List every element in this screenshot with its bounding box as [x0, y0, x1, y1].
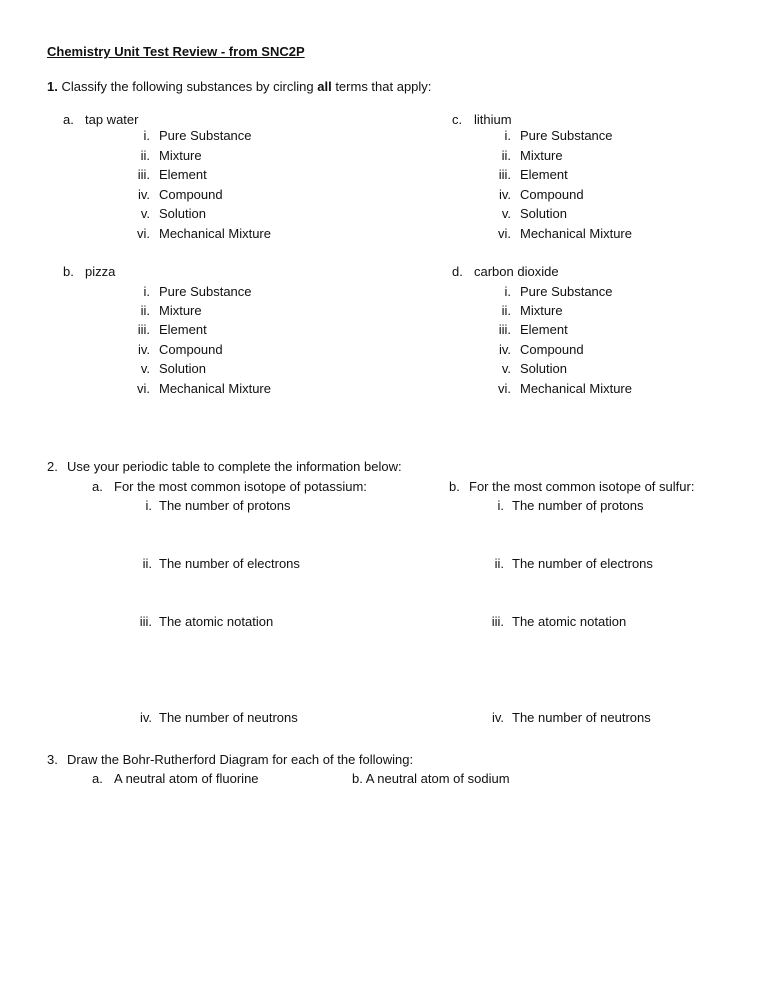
- q1b-numeral-1: i.: [143, 284, 150, 299]
- q1b-option-2[interactable]: Mixture: [159, 303, 202, 318]
- q1c-option-5[interactable]: Solution: [520, 206, 567, 221]
- q1d-option-5[interactable]: Solution: [520, 361, 567, 376]
- q1c-option-4[interactable]: Compound: [520, 187, 584, 202]
- q1d-numeral-2: ii.: [501, 303, 511, 318]
- q1b-label: pizza: [85, 264, 116, 279]
- q1b-letter: b.: [63, 264, 74, 279]
- q1b-option-3[interactable]: Element: [159, 322, 207, 337]
- question-2-text: Use your periodic table to complete the information below:: [67, 459, 402, 474]
- q1c-numeral-5: v.: [501, 206, 511, 221]
- question-1-text-before: Classify the following substances by circling: [57, 79, 318, 94]
- q2b-item-3: The atomic notation: [512, 614, 627, 629]
- q1d-option-3[interactable]: Element: [520, 322, 568, 337]
- q2a-item-3: The atomic notation: [159, 614, 274, 629]
- q1c-option-1[interactable]: Pure Substance: [520, 128, 613, 143]
- q2b-letter: b.: [449, 479, 460, 494]
- q1b-numeral-2: ii.: [140, 303, 150, 318]
- q1c-option-6[interactable]: Mechanical Mixture: [520, 226, 632, 241]
- q2a-item-1: The number of protons: [159, 498, 291, 513]
- q1a-numeral-4: iv.: [137, 187, 150, 202]
- q1b-option-6[interactable]: Mechanical Mixture: [159, 381, 271, 396]
- q1a-numeral-3: iii.: [137, 167, 150, 182]
- q1b-numeral-6: vi.: [137, 381, 150, 396]
- q2a-numeral-1: i.: [145, 498, 152, 513]
- q3b-label: b. A neutral atom of sodium: [352, 771, 510, 786]
- q2b-item-4: The number of neutrons: [512, 710, 651, 725]
- q2b-numeral-3: iii.: [491, 614, 504, 629]
- q1d-numeral-4: iv.: [498, 342, 511, 357]
- question-3-number: 3.: [47, 752, 58, 767]
- q1c-option-3[interactable]: Element: [520, 167, 568, 182]
- q1c-label: lithium: [474, 112, 512, 127]
- q1d-numeral-3: iii.: [498, 322, 511, 337]
- question-2-number: 2.: [47, 459, 58, 474]
- q1d-option-1[interactable]: Pure Substance: [520, 284, 613, 299]
- q2b-numeral-4: iv.: [491, 710, 504, 725]
- q2b-numeral-2: ii.: [494, 556, 504, 571]
- q2a-item-2: The number of electrons: [159, 556, 300, 571]
- q1b-option-4[interactable]: Compound: [159, 342, 223, 357]
- q2a-letter: a.: [92, 479, 103, 494]
- q1b-option-5[interactable]: Solution: [159, 361, 206, 376]
- q2a-item-4: The number of neutrons: [159, 710, 298, 725]
- q1a-option-1[interactable]: Pure Substance: [159, 128, 252, 143]
- q1a-numeral-1: i.: [143, 128, 150, 143]
- q3a-label: A neutral atom of fluorine: [114, 771, 259, 786]
- question-1-number: 1.: [47, 79, 58, 94]
- q1c-numeral-1: i.: [504, 128, 511, 143]
- question-3-text: Draw the Bohr-Rutherford Diagram for each of the following:: [67, 752, 414, 767]
- q1a-numeral-5: v.: [140, 206, 150, 221]
- question-1-text-after: terms that apply:: [331, 79, 432, 94]
- q1a-letter: a.: [63, 112, 74, 127]
- q1c-numeral-2: ii.: [501, 148, 511, 163]
- q2b-label: For the most common isotope of sulfur:: [469, 479, 695, 494]
- q1c-numeral-4: iv.: [498, 187, 511, 202]
- q1a-option-4[interactable]: Compound: [159, 187, 223, 202]
- q2b-item-1: The number of protons: [512, 498, 644, 513]
- question-1: [47, 79, 431, 95]
- q1d-numeral-1: i.: [504, 284, 511, 299]
- q1c-letter: c.: [452, 112, 463, 127]
- q1b-option-1[interactable]: Pure Substance: [159, 284, 252, 299]
- q1c-numeral-6: vi.: [498, 226, 511, 241]
- q2a-numeral-4: iv.: [139, 710, 152, 725]
- q2a-numeral-2: ii.: [142, 556, 152, 571]
- q1a-label: tap water: [85, 112, 139, 127]
- q1d-option-2[interactable]: Mixture: [520, 303, 563, 318]
- q1d-numeral-6: vi.: [498, 381, 511, 396]
- q1a-option-6[interactable]: Mechanical Mixture: [159, 226, 271, 241]
- q1d-label: carbon dioxide: [474, 264, 559, 279]
- q1b-numeral-3: iii.: [137, 322, 150, 337]
- q1a-option-3[interactable]: Element: [159, 167, 207, 182]
- q1a-option-2[interactable]: Mixture: [159, 148, 202, 163]
- q1d-letter: d.: [452, 264, 463, 279]
- q2a-numeral-3: iii.: [139, 614, 152, 629]
- q1b-numeral-5: v.: [140, 361, 150, 376]
- q1d-numeral-5: v.: [501, 361, 511, 376]
- q1b-numeral-4: iv.: [137, 342, 150, 357]
- page-title: Chemistry Unit Test Review - from SNC2P: [47, 44, 305, 59]
- q1d-option-4[interactable]: Compound: [520, 342, 584, 357]
- question-1-emphasis: all: [317, 79, 332, 94]
- q1c-option-2[interactable]: Mixture: [520, 148, 563, 163]
- q1d-option-6[interactable]: Mechanical Mixture: [520, 381, 632, 396]
- q1a-numeral-2: ii.: [140, 148, 150, 163]
- q3a-letter: a.: [92, 771, 103, 786]
- q2a-label: For the most common isotope of potassium:: [114, 479, 367, 494]
- q2b-numeral-1: i.: [497, 498, 504, 513]
- q1a-option-5[interactable]: Solution: [159, 206, 206, 221]
- q1a-numeral-6: vi.: [137, 226, 150, 241]
- q2b-item-2: The number of electrons: [512, 556, 653, 571]
- q1c-numeral-3: iii.: [498, 167, 511, 182]
